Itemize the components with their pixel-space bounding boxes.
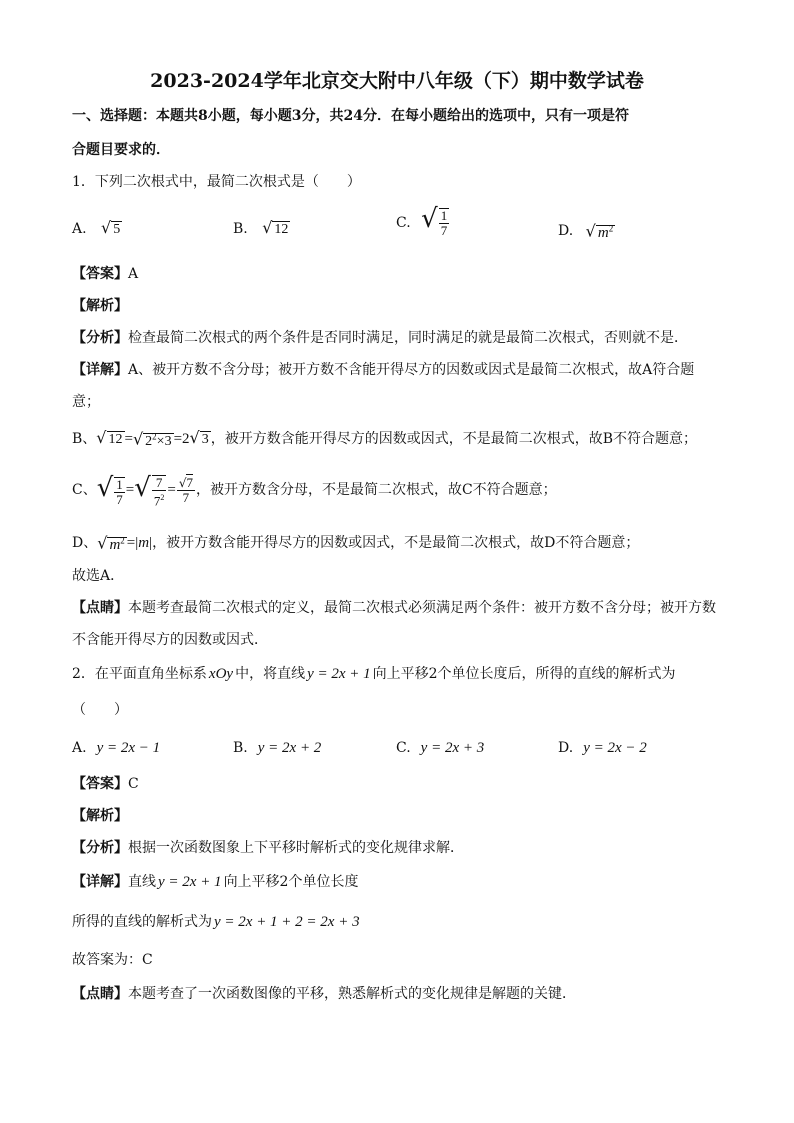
dianjing-tag: 【点睛】 [72, 986, 128, 1002]
fenxi-text: 根据一次函数图象上下平移时解析式的变化规律求解． [128, 840, 464, 856]
q2-option-b-value: y = 2x + 2 [257, 740, 322, 756]
detail-d-prefix: D、 [72, 534, 98, 551]
q2-line-equation: y = 2x + 1 [307, 666, 371, 682]
q2-stem-part2: 中，将直线 [235, 666, 306, 682]
q1-option-d-label: D. [558, 222, 574, 239]
q1-option-d: D. √ $m^2$ [558, 221, 614, 241]
q1-answer [72, 264, 138, 284]
q1-option-d-base: m [597, 224, 609, 241]
detail-b-prefix: B、 [72, 430, 97, 447]
detail-b-result-radicand: 3 [201, 431, 209, 447]
answer-value: C [128, 776, 139, 792]
q2-fenxi [72, 838, 464, 858]
q2-option-b [233, 738, 321, 758]
fenxi-tag: 【分析】 [72, 330, 128, 346]
q1-dianjing-line1 [72, 598, 716, 618]
q1-fenxi [72, 328, 688, 348]
q2-analysis-tag [72, 806, 128, 826]
q1-analysis-tag [72, 296, 128, 316]
q2-option-a [72, 738, 160, 758]
q1-detail-d: D、√ $m^2 =|m|$，被开方数含能开得尽方的因数或因式，不是最简二次根式，故D不符合题意； [72, 533, 640, 553]
q1-option-c-denominator: 7 [440, 223, 448, 238]
q1-xiangjie-line2: 意； [72, 394, 100, 410]
q1-option-a-radicand: 5 [113, 222, 121, 237]
xiangjie-result-equation: y = 2x + 1 + 2 = 2x + 3 [214, 914, 360, 930]
answer-tag: 【答案】 [72, 776, 128, 792]
dianjing-text: 本题考查最简二次根式的定义，最简二次根式必须满足两个条件：被开方数不含分母；被开方数 [128, 600, 716, 616]
q1-xiangjie-line1 [72, 360, 694, 380]
section-heading-line2: 合题目要求的． [72, 142, 170, 158]
q2-option-c [396, 738, 484, 758]
fenxi-tag: 【分析】 [72, 840, 128, 856]
dianjing-text: 本题考查了一次函数图像的平移，熟悉解析式的变化规律是解题的关键． [128, 986, 576, 1002]
q1-stem: 1．下列二次根式中，最简二次根式是（ ） [72, 174, 361, 190]
q2-option-c-label: C. [396, 740, 411, 756]
xiangjie-equation: y = 2x + 1 [158, 874, 222, 890]
detail-b-radicand: 12 [108, 431, 123, 447]
xiangjie-text-2: 向上平移2个单位长度 [223, 874, 359, 890]
section-heading-line1: 一、选择题：本题共8小题，每小题3分，共24分．在每小题给出的选项中，只有一项是符 [72, 108, 629, 124]
answer-tag: 【答案】 [72, 266, 128, 282]
q1-option-b: B. √ 12 [233, 218, 289, 237]
q1-option-b-radicand: 12 [274, 222, 289, 237]
q2-option-d [558, 738, 647, 758]
q2-stem-part1: 2．在平面直角坐标系 [72, 666, 207, 682]
xiangjie-tag: 【详解】 [72, 874, 128, 890]
q2-option-a-label: A. [72, 740, 87, 756]
q2-xiangjie-line1 [72, 872, 358, 892]
q1-option-b-label: B. [233, 221, 248, 237]
detail-b-times: ×3 [156, 433, 172, 449]
q2-final: 故答案为：C [72, 952, 153, 968]
q1-option-c-label: C. [396, 215, 411, 231]
analysis-tag: 【解析】 [72, 808, 128, 824]
detail-c-text: ，被开方数含分母，不是最简二次根式，故C不符合题意； [195, 482, 557, 498]
detail-b-coef: =2 [173, 430, 190, 447]
fenxi-text: 检查最简二次根式的两个条件是否同时满足，同时满足的就是最简二次根式，否则就不是． [128, 330, 688, 346]
dianjing-tag: 【点睛】 [72, 600, 128, 616]
q2-coordinate-system: xOy [208, 666, 234, 682]
q1-detail-b: B、√ 12 =√ $2^2\times 3 =2√$ 3 ，被开方数含能开得尽方的因数或因式，不是最简二次根式，故B不符合题意； [72, 427, 698, 449]
q2-stem-line2: （ ） [72, 702, 128, 718]
q2-answer [72, 774, 139, 794]
xiangjie-result-text: 所得的直线的解析式为 [72, 914, 212, 930]
q2-stem-line1 [72, 664, 676, 684]
analysis-tag: 【解析】 [72, 298, 128, 314]
xiangjie-text-1: 直线 [128, 874, 156, 890]
xiangjie-text: A、被开方数不含分母；被开方数不含能开得尽方的因数或因式是最简二次根式，故A符合题 [128, 362, 695, 378]
answer-value: A [128, 266, 139, 282]
q1-detail-c: C、√ $\frac{1}{7}$ =√ $\frac{7}{7^2}$ = $\frac{√7}{7}$ ，被开方数含分母，不是最简二次根式，故C不符合题意； [72, 473, 557, 509]
q2-option-c-value: y = 2x + 3 [420, 740, 485, 756]
q1-choose: 故选A． [72, 568, 125, 584]
q2-option-d-label: D. [558, 740, 574, 756]
detail-b-text: ，被开方数含能开得尽方的因数或因式，不是最简二次根式，故B不符合题意； [210, 430, 698, 447]
q2-xiangjie-line2 [72, 912, 360, 932]
xiangjie-tag: 【详解】 [72, 362, 128, 378]
q1-option-c-numerator: 1 [440, 208, 448, 223]
page-title: 2023-2024学年北京交大附中八年级（下）期中数学试卷 [150, 70, 644, 92]
q2-dianjing [72, 984, 576, 1004]
q1-option-a-label: A. [72, 221, 87, 237]
q1-option-a: A. √ 5 [72, 218, 121, 237]
q1-option-d-exponent: 2 [608, 223, 614, 233]
q1-dianjing-line2: 不含能开得尽方的因数或因式． [72, 632, 268, 648]
q2-option-a-value: y = 2x − 1 [96, 740, 161, 756]
detail-b-base: 2 [145, 433, 153, 449]
q2-option-b-label: B. [233, 740, 248, 756]
q2-option-d-value: y = 2x − 2 [583, 740, 647, 756]
q2-stem-part3: 向上平移2个单位长度后，所得的直线的解析式为 [372, 666, 676, 682]
q1-option-c: C. √ $\frac{1}{7}$ [396, 204, 448, 238]
detail-d-text: ，被开方数含能开得尽方的因数或因式，不是最简二次根式，故D不符合题意； [152, 534, 640, 551]
detail-c-prefix: C、 [72, 482, 97, 498]
